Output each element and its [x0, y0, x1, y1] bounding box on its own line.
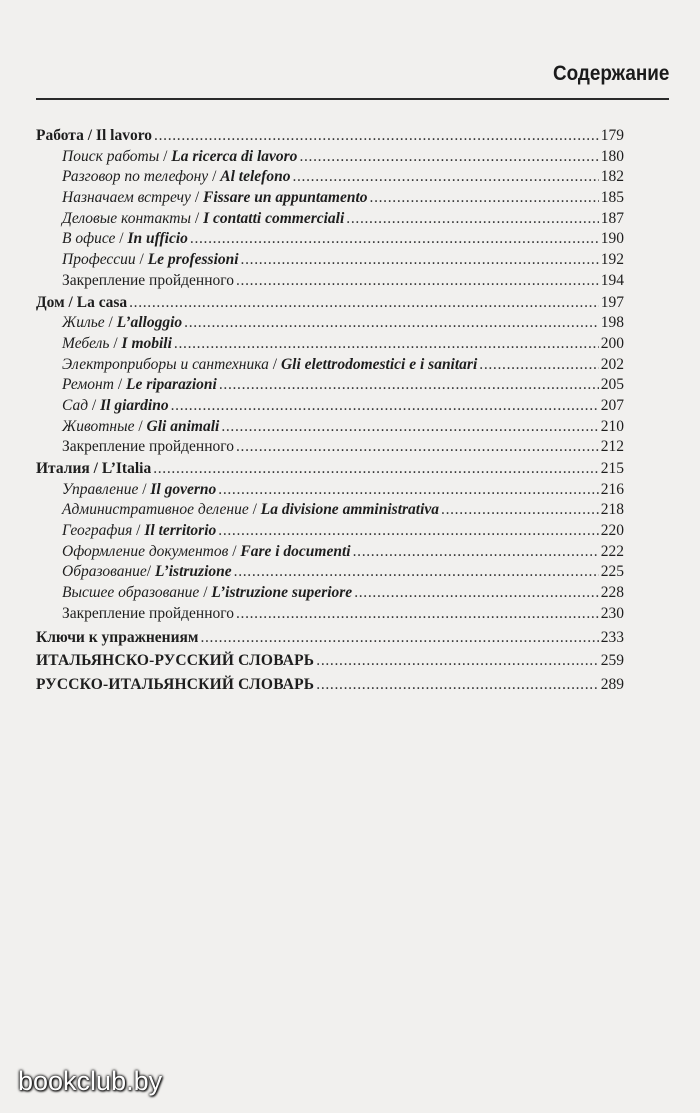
toc-item: Животные / Gli animali . . . 210 [36, 417, 624, 438]
dot-leader [354, 583, 599, 604]
page-number: 233 [600, 628, 624, 646]
page-number: 216 [600, 480, 624, 498]
toc-section-title: ИТАЛЬЯНСКО-РУССКИЙ СЛОВАРЬ [36, 652, 315, 670]
toc-section-work [36, 126, 624, 147]
toc-item: Профессии / Le professioni . . . 192 [36, 250, 624, 271]
toc-item-it: L’istruzione [154, 563, 232, 581]
dot-leader [190, 229, 599, 250]
dot-leader [219, 375, 599, 396]
toc-section-ru-it-dictionary [36, 675, 624, 696]
toc-item-it: L’alloggio [116, 314, 183, 332]
dot-leader [153, 459, 599, 480]
toc-section-title: РУССКО-ИТАЛЬЯНСКИЙ СЛОВАРЬ [36, 675, 315, 693]
dot-leader [353, 542, 599, 563]
page-number: 182 [600, 168, 624, 186]
dot-leader [221, 417, 598, 438]
dot-leader [316, 651, 598, 672]
toc-section-title: Работа / Il lavoro [36, 127, 153, 144]
toc-item-it: Fare i documenti [240, 542, 351, 560]
toc-item-ru: Электроприборы и сантехника [62, 355, 269, 373]
page-number: 187 [600, 209, 624, 227]
page-number: 210 [600, 417, 624, 435]
page-number: 207 [600, 396, 624, 414]
dot-leader [370, 188, 599, 209]
page-number: 289 [600, 675, 624, 693]
toc-item-it: Gli animali [146, 417, 220, 435]
page-number: 194 [600, 271, 624, 289]
toc-review-title: Закрепление пройденного [62, 604, 234, 622]
page-title: Содержание [552, 62, 669, 85]
dot-leader [241, 250, 599, 271]
dot-leader [129, 293, 599, 314]
toc-item-it: Il territorio [144, 522, 217, 540]
watermark: bookclub.by [18, 1066, 163, 1096]
dot-leader [236, 437, 599, 458]
dot-leader [184, 313, 599, 334]
page-number: 220 [600, 522, 624, 540]
dot-leader [234, 562, 599, 583]
toc-item: Высшее образование / L’istruzione superiore . . . 228 [36, 583, 624, 604]
toc-item-ru: Оформление документов [62, 542, 229, 560]
page-number: 180 [600, 147, 624, 165]
toc-section-title: Италия / L’Italia [36, 460, 152, 477]
dot-leader [236, 604, 599, 625]
toc-item-it: L’istruzione superiore [211, 584, 353, 602]
toc-item-ru: Мебель [62, 334, 110, 352]
toc-item-ru: Ремонт [62, 376, 114, 394]
toc-item-ru: Образование [62, 563, 147, 581]
toc-item: Сад / Il giardino . . . 207 [36, 396, 624, 417]
toc-section-title: Ключи к упражнениям [36, 628, 199, 646]
dot-leader [292, 167, 598, 188]
toc-item-it: Gli elettrodomestici e i sanitari [280, 355, 478, 373]
toc-item: В офисе / In ufficio . . . 190 [36, 229, 624, 250]
toc-item-it: Al telefono [220, 168, 291, 186]
page-number: 218 [600, 501, 624, 519]
toc-item-ru: В офисе [62, 230, 116, 248]
page-number: 190 [600, 230, 624, 248]
dot-leader [154, 126, 599, 147]
dot-leader [236, 271, 599, 292]
toc-item-ru: Профессии [62, 251, 136, 269]
toc-item: Назначаем встречу / Fissare un appuntamento . . . 185 [36, 188, 624, 209]
toc-section-title: Дом / La casa [36, 293, 128, 311]
toc-item: Ремонт / Le riparazioni . . . 205 [36, 375, 624, 396]
toc-item-it: Le professioni [147, 251, 239, 269]
dot-leader [171, 396, 599, 417]
toc-item-ru: Разговор по телефону [62, 168, 209, 186]
toc-section-house [36, 293, 624, 314]
dot-leader [299, 147, 598, 168]
page-number: 185 [600, 189, 624, 207]
page-number: 228 [600, 584, 624, 602]
toc-item-it: La divisione amministrativa [260, 501, 440, 519]
dot-leader [218, 480, 598, 501]
toc-item-it: Il giardino [100, 396, 169, 414]
toc-review-title: Закрепление пройденного [62, 438, 234, 456]
dot-leader [174, 334, 599, 355]
toc-item: Электроприборы и сантехника / Gli elettrodomestici e i sanitari . . . 202 [36, 355, 624, 376]
toc-item-ru: Жилье [62, 314, 105, 332]
toc-item-it: In ufficio [127, 230, 188, 248]
table-of-contents [36, 125, 624, 696]
toc-review-title: Закрепление пройденного [62, 271, 234, 289]
page-number: 225 [600, 563, 624, 581]
page-number: 230 [600, 604, 624, 622]
page-number: 212 [600, 438, 624, 456]
toc-item: Мебель / I mobili . . . 200 [36, 334, 624, 355]
toc-item-ru: Поиск работы [62, 147, 160, 165]
toc-item-review [36, 271, 624, 292]
toc-item-it: I contatti commerciali [203, 209, 345, 227]
toc-item-ru: Административное деление [62, 501, 249, 519]
toc-item-review [36, 604, 624, 625]
page-number: 222 [600, 542, 624, 560]
page-number: 202 [600, 355, 624, 373]
page-number: 192 [600, 251, 624, 269]
toc-item: Оформление документов / Fare i documenti . . . 222 [36, 542, 624, 563]
dot-leader [479, 355, 598, 376]
toc-item-review [36, 437, 624, 458]
toc-item-ru: Высшее образование [62, 584, 200, 602]
toc-item: Управление / Il governo . . . 216 [36, 480, 624, 501]
page-number: 215 [600, 460, 624, 477]
dot-leader [346, 209, 598, 230]
page-number: 259 [600, 652, 624, 670]
toc-item: Образование/ L’istruzione . . . 225 [36, 562, 624, 583]
toc-item-ru: География [62, 522, 133, 540]
toc-item-it: La ricerca di lavoro [171, 147, 298, 165]
toc-section-it-ru-dictionary [36, 651, 624, 672]
toc-item: Жилье / L’alloggio . . . 198 [36, 313, 624, 334]
toc-item-it: I mobili [121, 334, 172, 352]
toc-item: Административное деление / La divisione amministrativa . . . 218 [36, 500, 624, 521]
page-number: 197 [600, 293, 624, 311]
toc-item-ru: Животные [62, 417, 135, 435]
toc-item: Поиск работы / La ricerca di lavoro . . . 180 [36, 147, 624, 168]
dot-leader [218, 521, 598, 542]
toc-item-ru: Управление [62, 480, 139, 498]
page-number: 205 [600, 376, 624, 394]
dot-leader [200, 628, 598, 649]
toc-section-keys [36, 628, 624, 649]
toc-item-ru: Назначаем встречу [62, 189, 191, 207]
toc-item-it: Il governo [150, 480, 217, 498]
toc-section-italy [36, 459, 624, 480]
page-number: 179 [600, 127, 624, 144]
toc-item-ru: Сад [62, 396, 89, 414]
dot-leader [316, 675, 598, 696]
toc-item: Разговор по телефону / Al telefono . . . 182 [36, 167, 624, 188]
toc-item-it: Fissare un appuntamento [203, 189, 368, 207]
page-number: 200 [600, 334, 624, 352]
toc-item-it: Le riparazioni [126, 376, 217, 394]
toc-item-ru: Деловые контакты [62, 209, 192, 227]
toc-item: Деловые контакты / I contatti commerciali . . . 187 [36, 209, 624, 230]
toc-item: География / Il territorio . . . 220 [36, 521, 624, 542]
dot-leader [441, 500, 599, 521]
header-rule [36, 98, 669, 100]
page-number: 198 [600, 314, 624, 332]
